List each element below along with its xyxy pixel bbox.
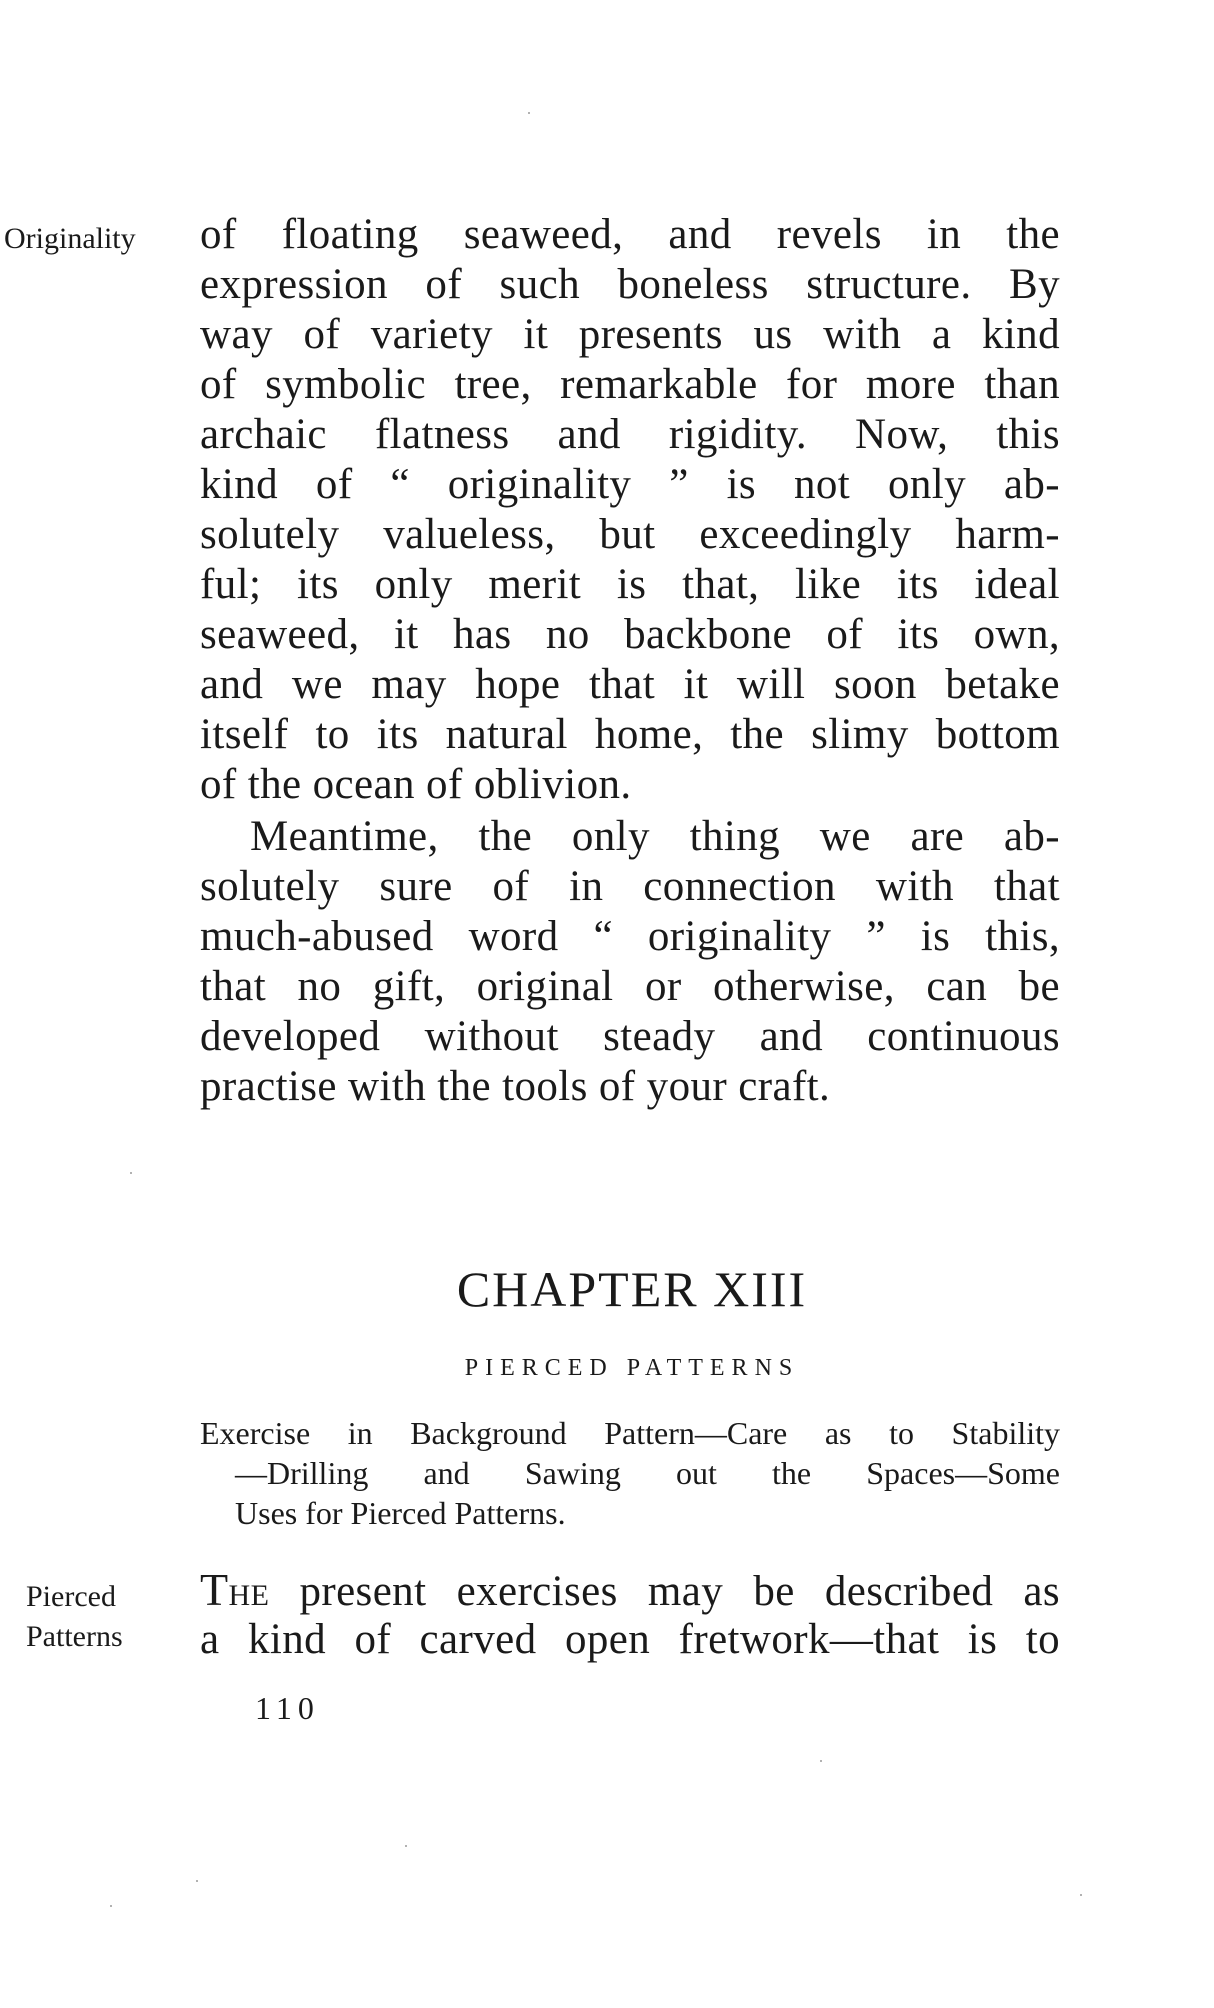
chapter-title: CHAPTER XIII [456, 1261, 808, 1317]
text-line: and we may hope that it will soon betake [200, 661, 1060, 708]
text-line: of symbolic tree, remarkable for more than [200, 361, 1060, 408]
text-line: itself to its natural home, the slimy bottom [200, 711, 1060, 758]
text-line: that no gift, original or otherwise, can be [200, 963, 1060, 1010]
text-line: practise with the tools of your craft. [200, 1063, 831, 1110]
synopsis-line: Exercise in Background Pattern—Care as to Stability [200, 1415, 1060, 1451]
text-line: Meantime, the only thing we are ab- [250, 813, 1060, 860]
text-line: kind of “ originality ” is not only ab- [200, 461, 1060, 508]
text-line: of the ocean of oblivion. [200, 761, 632, 808]
scan-speck [130, 1172, 132, 1174]
scan-speck [196, 1880, 198, 1882]
text-line: seaweed, it has no backbone of its own, [200, 611, 1060, 658]
margin-note-pierced: Pierced [26, 1580, 116, 1613]
opening-word [200, 1564, 270, 1615]
text-line: solutely valueless, but exceedingly harm- [200, 511, 1060, 558]
text-line: solutely sure of in connection with that [200, 863, 1060, 910]
text-line: a kind of carved open fretwork—that is to [200, 1616, 1060, 1663]
margin-note-originality: Originality [4, 222, 136, 255]
text-line: much-abused word “ originality ” is this, [200, 913, 1060, 960]
margin-note-patterns: Patterns [26, 1620, 123, 1653]
synopsis-line: —Drilling and Sawing out the Spaces—Some [235, 1455, 1060, 1491]
text-line: developed without steady and continuous [200, 1013, 1060, 1060]
scan-speck [528, 112, 530, 114]
opening-line [200, 1565, 1060, 1617]
synopsis-line: Uses for Pierced Patterns. [235, 1495, 566, 1531]
small-caps-text: he [228, 1568, 270, 1615]
text-line: expression of such boneless structure. By [200, 261, 1060, 308]
text-line: way of variety it presents us with a kind [200, 311, 1060, 358]
chapter-subtitle: PIERCED PATTERNS [464, 1355, 800, 1381]
initial-letter: T [200, 1564, 229, 1615]
scan-speck [110, 1905, 112, 1907]
text-line: archaic flatness and rigidity. Now, this [200, 411, 1060, 458]
text-line: of floating seaweed, and revels in the [200, 211, 1060, 258]
page-number: 110 [255, 1690, 320, 1726]
text-line: ful; its only merit is that, like its ideal [200, 561, 1060, 608]
opening-line-rest: present exercises may be described as [269, 1568, 1060, 1615]
scan-speck [820, 1760, 822, 1762]
scan-speck [1080, 1894, 1082, 1896]
scan-speck [405, 1845, 407, 1847]
